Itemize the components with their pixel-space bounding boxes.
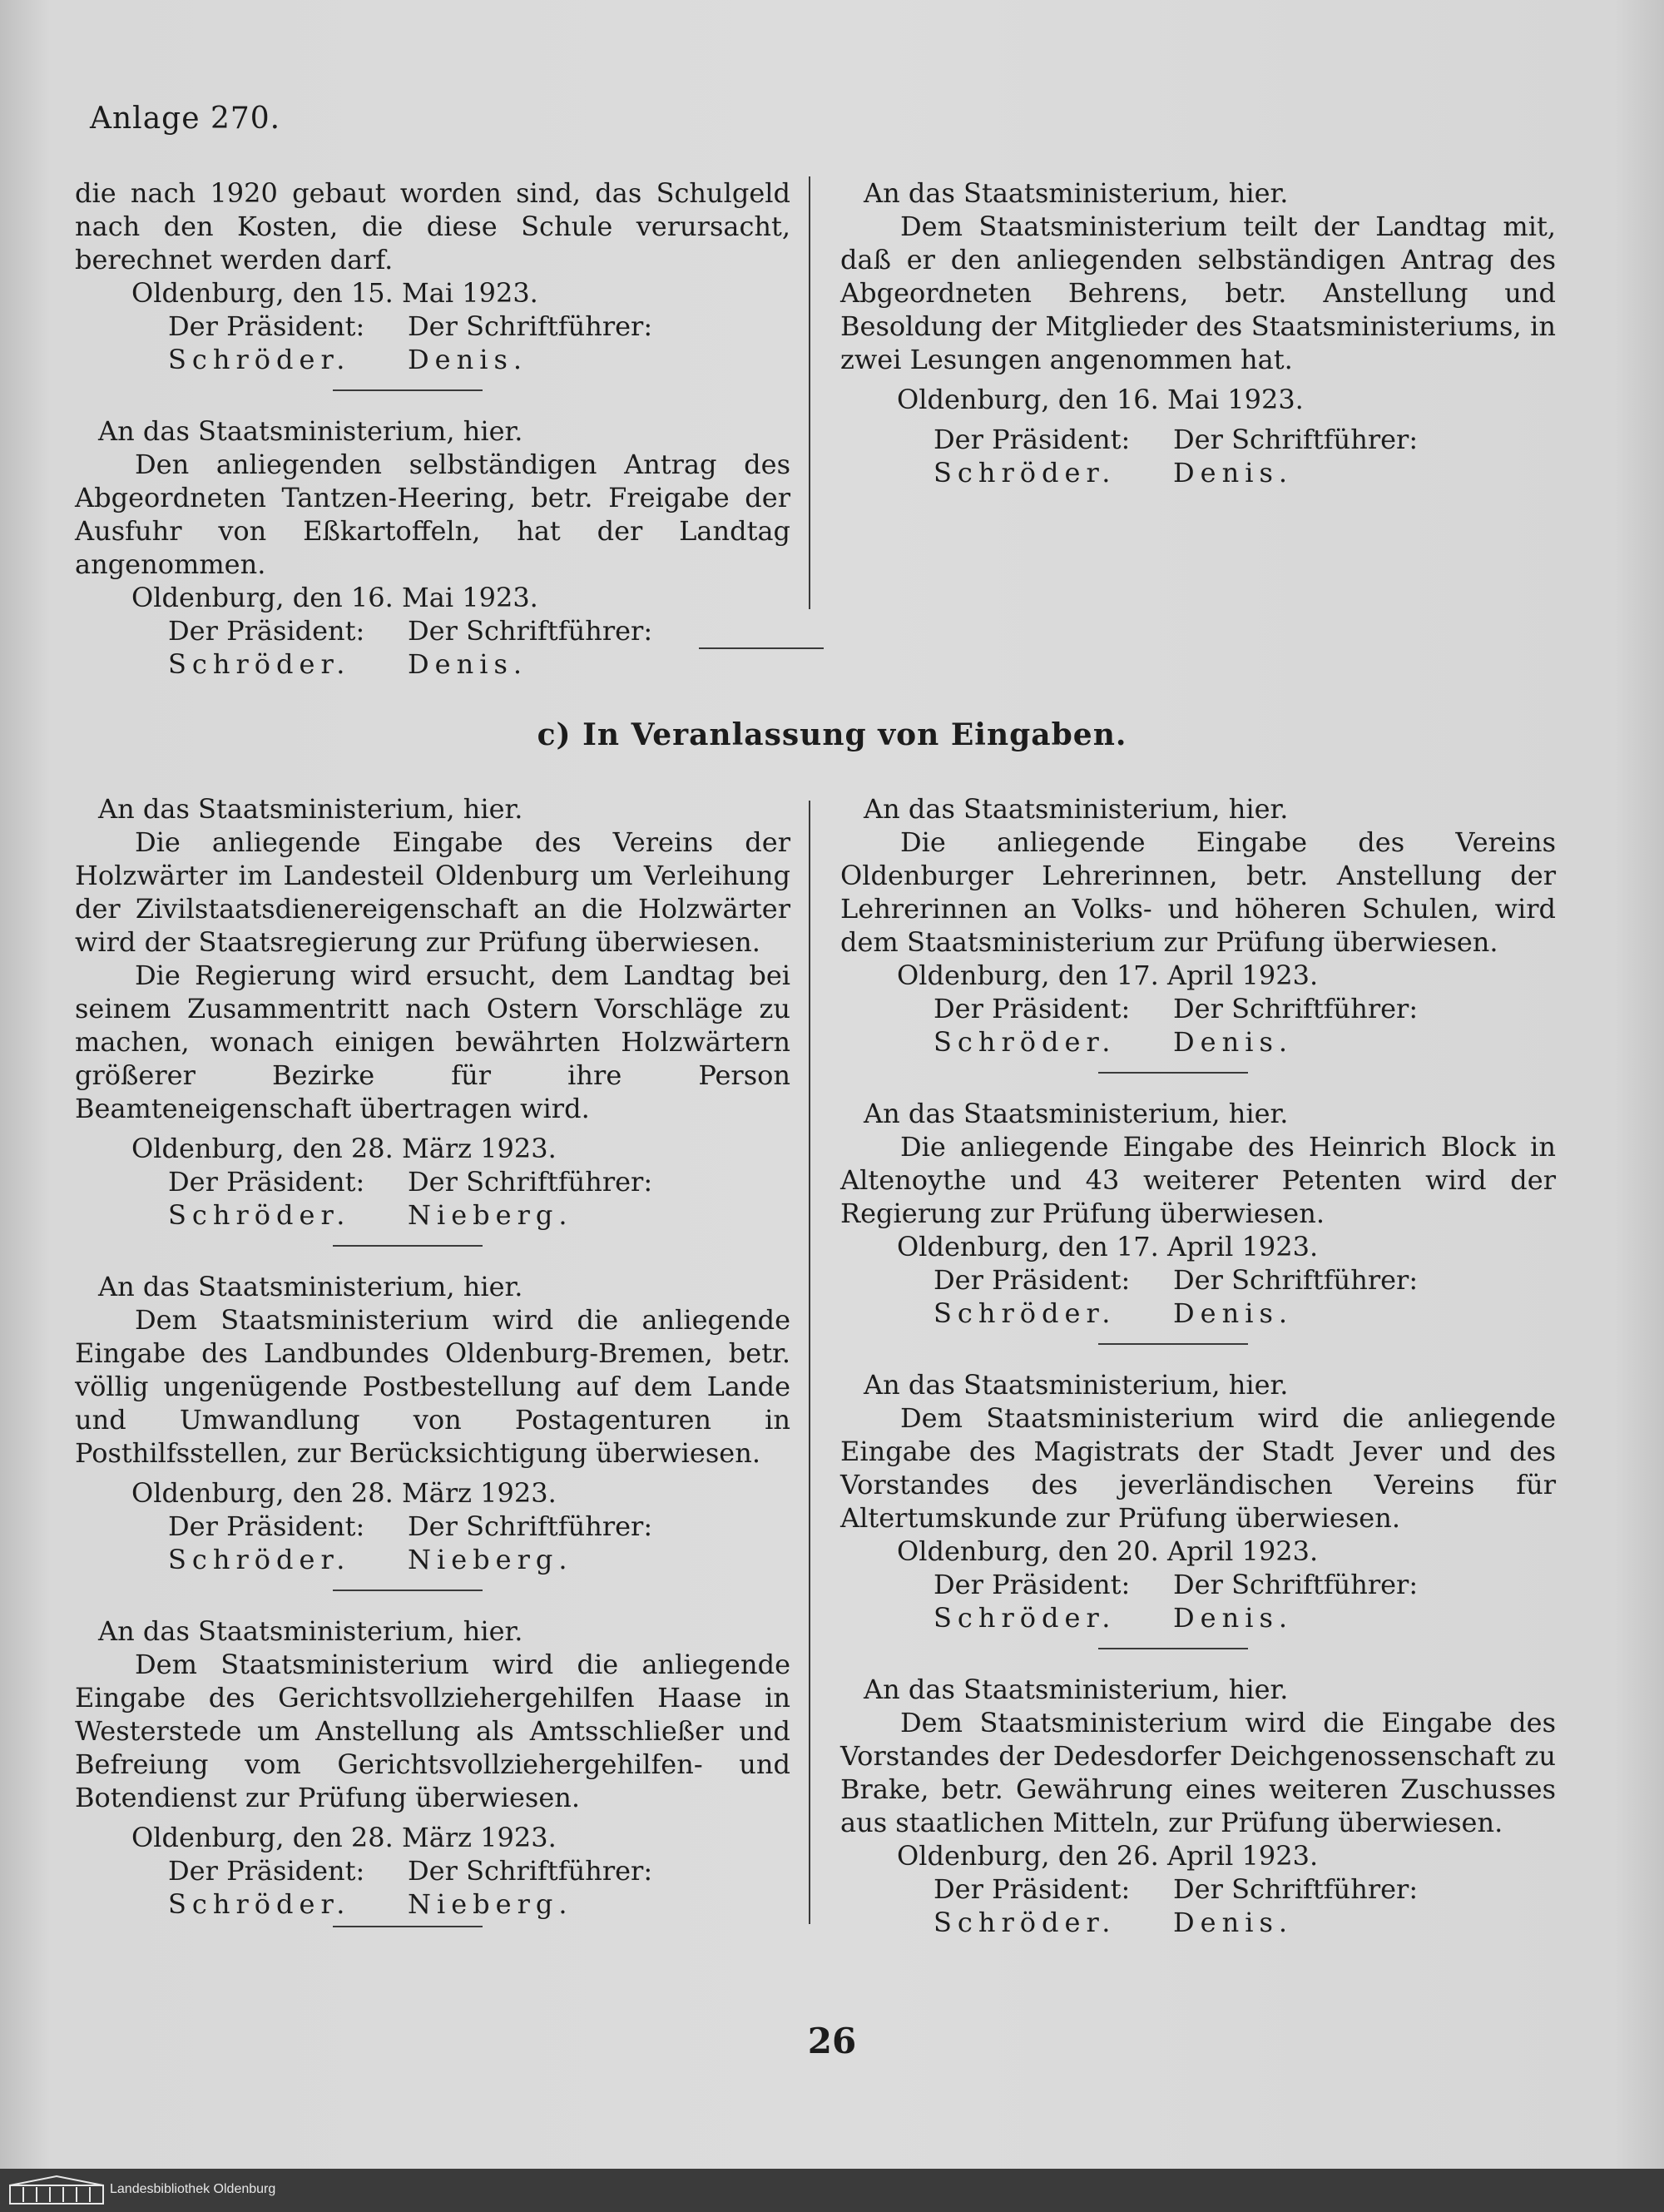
- signature-names: [75, 1543, 790, 1576]
- resolution-address: An das Staatsministerium, hier.: [864, 1098, 1289, 1129]
- library-building-icon: [7, 2174, 106, 2207]
- secretary-label: Der Schriftführer:: [408, 310, 653, 342]
- secretary-label: Der Schriftführer:: [1173, 993, 1419, 1024]
- resolution-address: An das Staatsministerium, hier.: [864, 177, 1289, 209]
- annex-heading: Anlage 270.: [90, 102, 281, 136]
- resolution-address: An das Staatsministerium, hier.: [864, 1674, 1289, 1705]
- resolution-block: [75, 792, 790, 1247]
- secretary-label: Der Schriftführer:: [1173, 1873, 1419, 1905]
- president-name: Schröder.: [934, 1026, 1117, 1058]
- resolution-date: Oldenburg, den 28. März 1923.: [131, 1822, 557, 1853]
- resolution-address: An das Staatsministerium, hier.: [98, 793, 523, 825]
- signature-names: [840, 1025, 1556, 1059]
- resolution-body: Die anliegende Eingabe des Vereins der Holzwärter im Landesteil Oldenburg um Verleihung der Zivilstaatsdienereigenschaft an die Holzwärter wird der Staatsregierung zur Prüfung überwiesen.: [75, 826, 790, 958]
- resolution-block: [75, 176, 790, 391]
- secretary-name: Denis.: [1173, 1026, 1294, 1058]
- signature-names: [840, 456, 1556, 489]
- secretary-label: Der Schriftführer:: [1173, 1569, 1419, 1600]
- president-name: Schröder.: [934, 1602, 1117, 1634]
- president-label: Der Präsident:: [168, 1855, 365, 1887]
- secretary-name: Denis.: [1173, 1602, 1294, 1634]
- signature-labels: [840, 1872, 1556, 1906]
- signature-labels: [75, 614, 790, 647]
- president-name: Schröder.: [168, 344, 351, 375]
- top-right-column: [840, 176, 1556, 489]
- column-divider: [809, 801, 810, 1924]
- signature-names: [840, 1601, 1556, 1634]
- separator-rule: [333, 389, 483, 391]
- president-name: Schröder.: [934, 1297, 1117, 1329]
- bottom-right-column: [840, 792, 1556, 1939]
- secretary-label: Der Schriftführer:: [408, 1510, 653, 1542]
- resolution-date: Oldenburg, den 16. Mai 1923.: [897, 384, 1304, 415]
- signature-names: [75, 647, 790, 681]
- resolution-block: [75, 1270, 790, 1591]
- president-label: Der Präsident:: [168, 615, 365, 647]
- secretary-name: Denis.: [408, 344, 528, 375]
- resolution-date: Oldenburg, den 28. März 1923.: [131, 1477, 557, 1509]
- president-label: Der Präsident:: [168, 1510, 365, 1542]
- resolution-body: Dem Staatsministerium wird die anliegende Eingabe des Magistrats der Stadt Jever und des Vorstandes des jeverländischen Vereins für Altertumskunde zur Prüfung überwiesen.: [840, 1402, 1556, 1534]
- signature-labels: [840, 1263, 1556, 1297]
- resolution-block: [75, 414, 790, 681]
- resolution-body: Dem Staatsministerium teilt der Landtag mit, daß er den anliegenden selbständigen Antrag des Abgeordneten Behrens, betr. Anstellung und Besoldung der Mitglieder des Staatsministeriums, in zwei Lesungen angenommen hat.: [840, 211, 1556, 375]
- resolution-body: Die anliegende Eingabe des Heinrich Block in Altenoythe und 43 weiterer Petenten wird der Regierung zur Prüfung überwiesen.: [840, 1131, 1556, 1229]
- separator-rule: [333, 1590, 483, 1591]
- signature-names: [75, 1887, 790, 1921]
- secretary-name: Nieberg.: [408, 1199, 573, 1231]
- resolution-date: Oldenburg, den 15. Mai 1923.: [131, 277, 538, 309]
- signature-labels: [75, 1165, 790, 1198]
- resolution-date: Oldenburg, den 17. April 1923.: [897, 960, 1319, 991]
- president-label: Der Präsident:: [934, 424, 1131, 455]
- secretary-name: Nieberg.: [408, 1888, 573, 1920]
- resolution-body: die nach 1920 gebaut worden sind, das Schulgeld nach den Kosten, die diese Schule verursacht, berechnet werden darf.: [75, 177, 790, 275]
- signature-labels: [840, 1568, 1556, 1601]
- president-label: Der Präsident:: [934, 993, 1131, 1024]
- resolution-block: [840, 1673, 1556, 1939]
- president-name: Schröder.: [168, 1888, 351, 1920]
- secretary-label: Der Schriftführer:: [408, 1166, 653, 1198]
- president-name: Schröder.: [168, 1199, 351, 1231]
- secretary-name: Denis.: [1173, 1297, 1294, 1329]
- resolution-date: Oldenburg, den 28. März 1923.: [131, 1133, 557, 1164]
- section-title: c) In Veranlassung von Eingaben.: [537, 717, 1127, 752]
- signature-labels: [840, 423, 1556, 456]
- separator-rule: [333, 1926, 483, 1927]
- signature-names: [840, 1297, 1556, 1330]
- resolution-address: An das Staatsministerium, hier.: [864, 1369, 1289, 1401]
- resolution-block: [75, 1614, 790, 1927]
- resolution-body: Dem Staatsministerium wird die Eingabe des Vorstandes der Dedesdorfer Deichgenossenschaft zu Brake, betr. Gewährung eines weiteren Zuschusses aus staatlichen Mitteln, zur Prüfung überwiesen.: [840, 1707, 1556, 1838]
- signature-labels: [840, 992, 1556, 1025]
- president-name: Schröder.: [168, 1544, 351, 1575]
- column-divider: [809, 176, 810, 609]
- signature-names: [75, 343, 790, 376]
- secretary-name: Denis.: [1173, 457, 1294, 489]
- library-name: Landesbibliothek Oldenburg: [110, 2182, 276, 2196]
- resolution-date: Oldenburg, den 17. April 1923.: [897, 1231, 1319, 1262]
- resolution-body: Dem Staatsministerium wird die anliegende Eingabe des Gerichtsvollziehergehilfen Haase in Westerstede um Anstellung als Amtsschließer und Befreiung vom Gerichtsvollziehergehilfen- und Botendienst zur Prüfung überwiesen.: [75, 1649, 790, 1813]
- resolution-date: Oldenburg, den 16. Mai 1923.: [131, 582, 538, 613]
- resolution-body-continued: Die Regierung wird ersucht, dem Landtag bei seinem Zusammentritt nach Ostern Vorschläge zu machen, wonach einigen bewährten Holzwärtern größerer Bezirke für ihre Person Beamteneigenschaft übertragen wird.: [75, 960, 790, 1124]
- president-label: Der Präsident:: [934, 1873, 1131, 1905]
- president-name: Schröder.: [934, 1907, 1117, 1938]
- resolution-date: Oldenburg, den 26. April 1923.: [897, 1840, 1319, 1872]
- secretary-label: Der Schriftführer:: [408, 615, 653, 647]
- signature-labels: [75, 1854, 790, 1887]
- bottom-left-column: [75, 792, 790, 1951]
- resolution-body: Dem Staatsministerium wird die anliegende Eingabe des Landbundes Oldenburg-Bremen, betr. völlig ungenügende Postbestellung auf dem Lande und Umwandlung von Postagenturen in Posthilfsstellen, zur Berücksichtigung überwiesen.: [75, 1304, 790, 1469]
- president-label: Der Präsident:: [168, 310, 365, 342]
- resolution-address: An das Staatsministerium, hier.: [98, 1615, 523, 1647]
- separator-rule: [1098, 1648, 1248, 1649]
- signature-labels: [75, 310, 790, 343]
- separator-rule: [333, 1245, 483, 1247]
- signature-names: [75, 1198, 790, 1232]
- signature-labels: [75, 1510, 790, 1543]
- secretary-name: Nieberg.: [408, 1544, 573, 1575]
- separator-rule: [1098, 1072, 1248, 1074]
- separator-rule: [1098, 1343, 1248, 1345]
- secretary-label: Der Schriftführer:: [1173, 424, 1419, 455]
- signature-names: [840, 1906, 1556, 1939]
- president-name: Schröder.: [934, 457, 1117, 489]
- secretary-name: Denis.: [408, 648, 528, 680]
- top-left-column: [75, 176, 790, 681]
- section-rule: [699, 647, 824, 649]
- resolution-block: [840, 176, 1556, 489]
- president-label: Der Präsident:: [934, 1264, 1131, 1296]
- resolution-block: [840, 1368, 1556, 1649]
- president-name: Schröder.: [168, 648, 351, 680]
- resolution-body: Die anliegende Eingabe des Vereins Oldenburger Lehrerinnen, betr. Anstellung der Lehrerinnen an Volks- und höheren Schulen, wird dem Staatsministerium zur Prüfung überwiesen.: [840, 826, 1556, 958]
- resolution-address: An das Staatsministerium, hier.: [98, 1271, 523, 1302]
- secretary-name: Denis.: [1173, 1907, 1294, 1938]
- secretary-label: Der Schriftführer:: [408, 1855, 653, 1887]
- secretary-label: Der Schriftführer:: [1173, 1264, 1419, 1296]
- resolution-block: [840, 1097, 1556, 1345]
- resolution-block: [840, 792, 1556, 1074]
- resolution-date: Oldenburg, den 20. April 1923.: [897, 1535, 1319, 1567]
- page-number: 26: [807, 2021, 857, 2061]
- president-label: Der Präsident:: [168, 1166, 365, 1198]
- library-footer: [0, 2169, 1664, 2212]
- resolution-address: An das Staatsministerium, hier.: [864, 793, 1289, 825]
- resolution-address: An das Staatsministerium, hier.: [98, 415, 523, 447]
- resolution-body: Den anliegenden selbständigen Antrag des Abgeordneten Tantzen-Heering, betr. Freigabe der Ausfuhr von Eßkartoffeln, hat der Landtag angenommen.: [75, 449, 790, 580]
- president-label: Der Präsident:: [934, 1569, 1131, 1600]
